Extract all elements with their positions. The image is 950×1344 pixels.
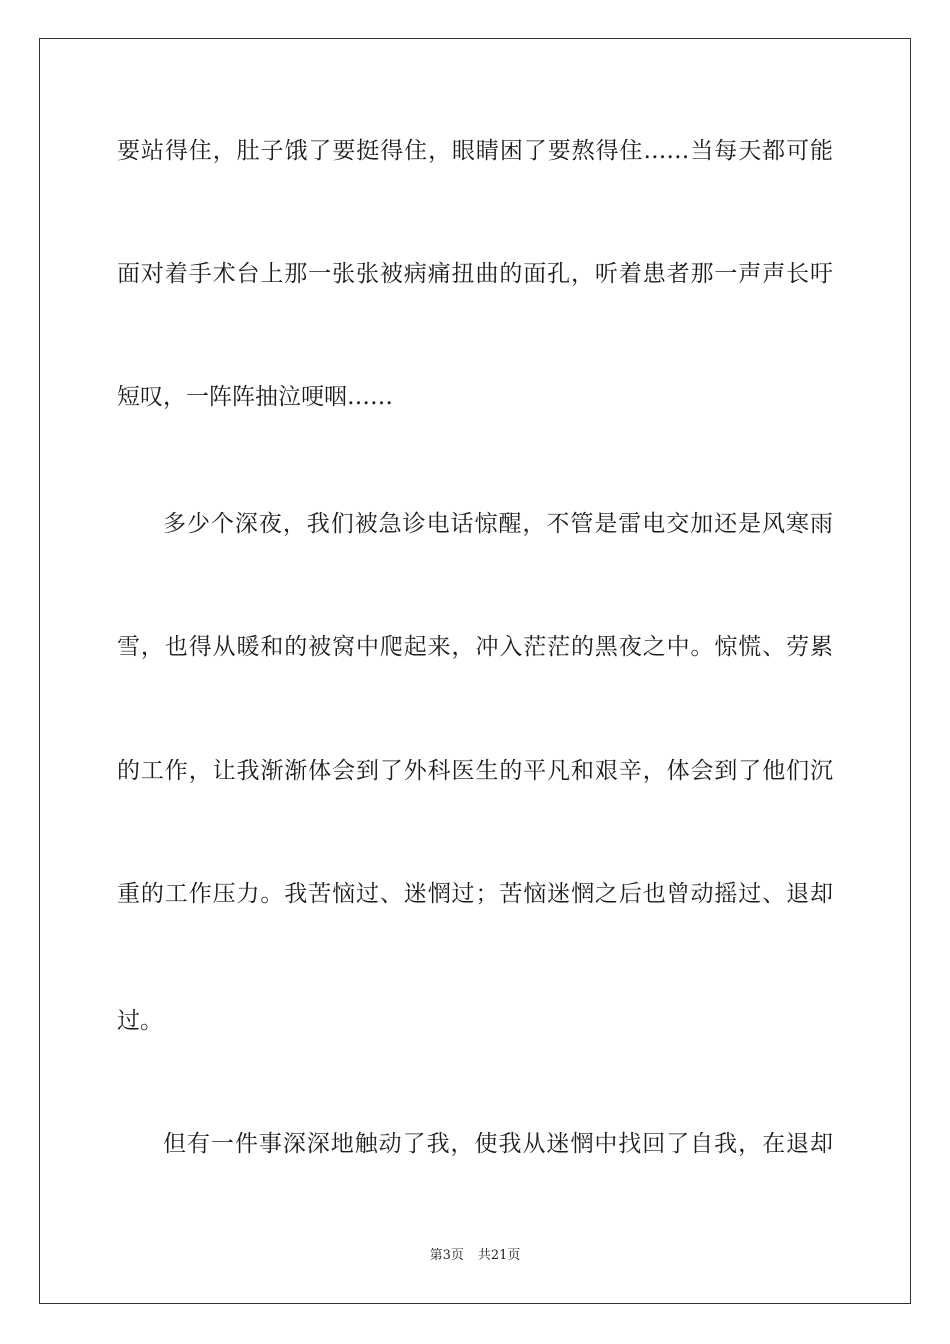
text-line-5: 雪，也得从暖和的被窝中爬起来，冲入茫茫的黑夜之中。惊慌、劳累: [117, 634, 833, 660]
text-line-6: 的工作，让我渐渐体会到了外科医生的平凡和艰辛，体会到了他们沉: [117, 758, 833, 784]
text-line-9: 但有一件事深深地触动了我，使我从迷惘中找回了自我，在退却: [163, 1131, 833, 1157]
page-number: 第3页: [429, 1248, 464, 1263]
text-line-8: 过。: [117, 1008, 163, 1034]
page-footer: [0, 1247, 950, 1265]
text-line-1: 要站得住，肚子饿了要挺得住，眼睛困了要熬得住……当每天都可能: [117, 138, 833, 164]
text-line-2: 面对着手术台上那一张张被病痛扭曲的面孔，听着患者那一声声长吁: [117, 261, 833, 287]
text-line-7: 重的工作压力。我苦恼过、迷惘过；苦恼迷惘之后也曾动摇过、退却: [117, 881, 833, 907]
text-line-4: 多少个深夜，我们被急诊电话惊醒，不管是雷电交加还是风寒雨: [163, 511, 833, 537]
page-total: 共21页: [477, 1248, 521, 1263]
page-border: [39, 38, 911, 1304]
text-line-3: 短叹，一阵阵抽泣哽咽……: [117, 384, 393, 410]
